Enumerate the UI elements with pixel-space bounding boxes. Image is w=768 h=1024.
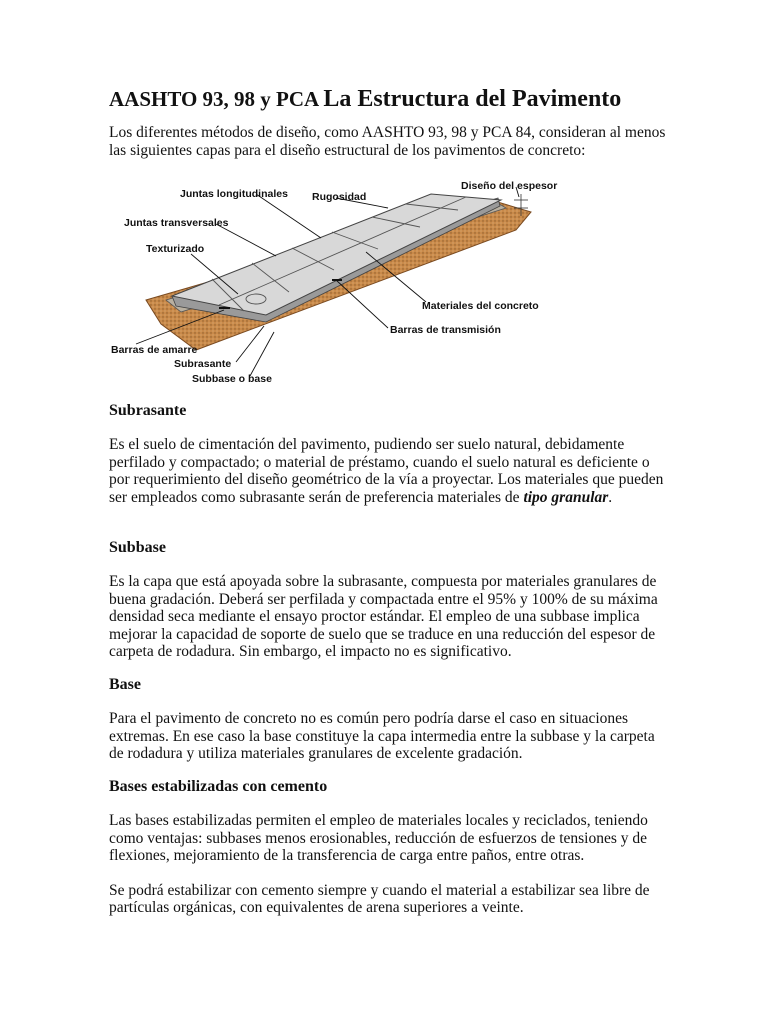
label-barras-amarre: Barras de amarre: [111, 344, 198, 356]
label-texturizado: Texturizado: [146, 243, 205, 255]
section-subrasante: [109, 401, 669, 506]
label-juntas-longitudinales: Juntas longitudinales: [180, 188, 288, 200]
pavement-diagram-svg: [106, 172, 566, 388]
title-part2: La Estructura del Pavimento: [323, 86, 622, 112]
label-rugosidad: Rugosidad: [312, 191, 367, 203]
label-materiales-concreto: Materiales del concreto: [422, 300, 539, 312]
section-bases-estabilizadas: [109, 777, 669, 917]
page-title: [109, 84, 669, 114]
label-juntas-transversales: Juntas transversales: [124, 217, 229, 229]
label-diseno-espesor: Diseño del espesor: [461, 180, 558, 192]
label-subbase-base: Subbase o base: [192, 373, 272, 385]
heading-subbase: Subbase: [109, 539, 166, 556]
section-base: [109, 675, 669, 763]
section-subbase: [109, 538, 669, 661]
paragraph-subrasante: [109, 436, 669, 506]
label-barras-transmision: Barras de transmisión: [390, 324, 501, 336]
document-page: [109, 84, 669, 159]
heading-base: Base: [109, 676, 141, 693]
paragraph-subbase: Es la capa que está apoyada sobre la subrasante, compuesta por materiales granulares de buena gradación. Deberá ser perfilada y compactada entre el 95% y 100% de su máxima densidad seca mediante el ensayo proctor estándar. El empleo de una subbase implica mejorar la capacidad de soporte de suelo que se traduce en una reducción del espesor de carpeta de rodadura. Sin embargo, el impacto no es significativo.: [109, 573, 658, 660]
pavement-diagram: [106, 172, 566, 388]
paragraph-base: Para el pavimento de concreto no es común pero podría darse el caso en situaciones extremas. En ese caso la base constituye la capa intermedia entre la subbase y la carpeta de rodadura y utiliza materiales granulares de excelente gradación.: [109, 710, 655, 762]
paragraph-bases-estabilizadas-1: Las bases estabilizadas permiten el empleo de materiales locales y reciclados, teniendo como ventajas: subbases menos erosionables, reducción de esfuerzos de tensiones y de flexiones, mejoramiento de la transferencia de carga entre paños, entre otras.: [109, 812, 648, 864]
heading-subrasante: Subrasante: [109, 402, 187, 419]
title-part1: AASHTO 93, 98 y PCA: [109, 87, 319, 111]
subrasante-emphasis: tipo granular: [523, 488, 609, 506]
heading-bases-estabilizadas: Bases estabilizadas con cemento: [109, 778, 328, 795]
subrasante-body: Es el suelo de cimentación del pavimento, pudiendo ser suelo natural, debidamente perfilado y compactado; o material de préstamo, cuando el suelo natural es deficiente o por requerimiento del diseño geométrico de la vía a proyectar. Los materiales que pueden ser empleados como subrasante serán de preferencia materiales de: [109, 436, 664, 506]
paragraph-bases-estabilizadas-2: Se podrá estabilizar con cemento siempre y cuando el material a estabilizar sea libre de partículas orgánicas, con equivalentes de arena superiores a veinte.: [109, 881, 650, 916]
intro-paragraph: Los diferentes métodos de diseño, como AASHTO 93, 98 y PCA 84, consideran al menos las siguientes capas para el diseño estructural de los pavimentos de concreto:: [109, 124, 666, 159]
label-subrasante: Subrasante: [174, 358, 232, 370]
subrasante-end: .: [608, 488, 613, 506]
